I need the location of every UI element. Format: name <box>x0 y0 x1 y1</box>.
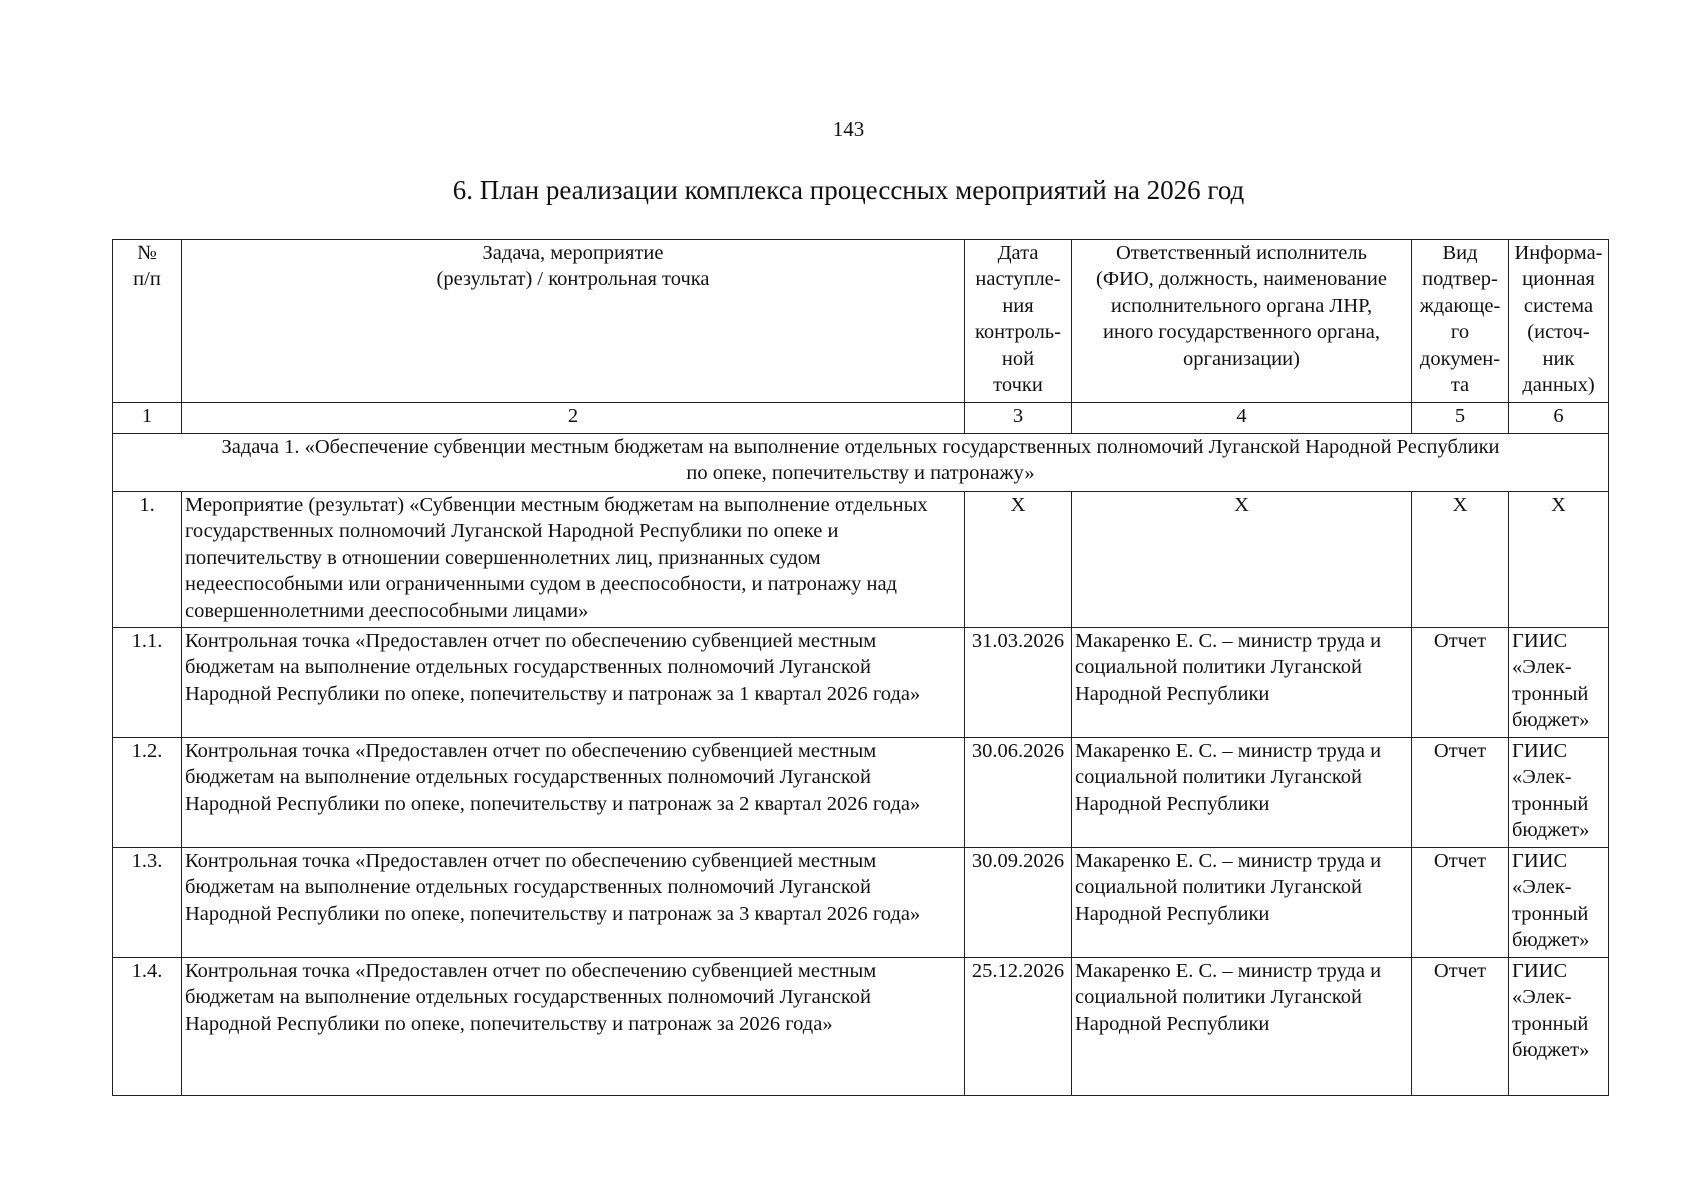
row-responsible: Макаренко Е. С. – министр труда и социальной политики Луганской Народной Республики <box>1072 848 1412 958</box>
task-row <box>113 434 1609 492</box>
header-row <box>113 240 1609 403</box>
row-info-system: ГИИС «Элек- тронный бюджет» <box>1509 848 1609 958</box>
row-number: 1. <box>113 492 182 628</box>
header-task: Задача, мероприятие (результат) / контрольная точка <box>182 240 965 403</box>
row-text: Контрольная точка «Предоставлен отчет по обеспечению субвенцией местным бюджетам на выполнение отдельных государственных полномочий Луганской Народной Республики по опеке, попечительству и патронаж за 1 квартал 2026 года» <box>182 628 965 738</box>
row-doc-type: X <box>1412 492 1509 628</box>
row-number: 1.1. <box>113 628 182 738</box>
column-number: 3 <box>965 403 1072 434</box>
header-num: № п/п <box>113 240 182 403</box>
row-number: 1.4. <box>113 958 182 1096</box>
row-doc-type: Отчет <box>1412 958 1509 1096</box>
row-date: 30.06.2026 <box>965 738 1072 848</box>
task-title: Задача 1. «Обеспечение субвенции местным бюджетам на выполнение отдельных государственных полномочий Луганской Народной Республики по опеке, попечительству и патронажу» <box>113 434 1609 492</box>
row-responsible: X <box>1072 492 1412 628</box>
row-date: 30.09.2026 <box>965 848 1072 958</box>
row-responsible: Макаренко Е. С. – министр труда и социальной политики Луганской Народной Республики <box>1072 738 1412 848</box>
row-text: Мероприятие (результат) «Субвенции местным бюджетам на выполнение отдельных государственных полномочий Луганской Народной Республики по опеке и попечительству в отношении совершеннолетних лиц, признанных судом недееспособными или ограниченными судом в дееспособности, и патронажу над совершеннолетними дееспособными лицами» <box>182 492 965 628</box>
table-row <box>113 628 1609 738</box>
row-doc-type: Отчет <box>1412 848 1509 958</box>
header-doc-type: Вид подтвер- ждающе- го докумен- та <box>1412 240 1509 403</box>
row-text: Контрольная точка «Предоставлен отчет по обеспечению субвенцией местным бюджетам на выполнение отдельных государственных полномочий Луганской Народной Республики по опеке, попечительству и патронаж за 2026 года» <box>182 958 965 1096</box>
column-number-row <box>113 403 1609 434</box>
row-date: 25.12.2026 <box>965 958 1072 1096</box>
column-number: 5 <box>1412 403 1509 434</box>
row-responsible: Макаренко Е. С. – министр труда и социальной политики Луганской Народной Республики <box>1072 958 1412 1096</box>
column-number: 6 <box>1509 403 1609 434</box>
table-row <box>113 738 1609 848</box>
header-info-system: Информа- ционная система (источ- ник данных) <box>1509 240 1609 403</box>
table-row <box>113 848 1609 958</box>
column-number: 4 <box>1072 403 1412 434</box>
header-date: Дата наступле- ния контроль- ной точки <box>965 240 1072 403</box>
row-text: Контрольная точка «Предоставлен отчет по обеспечению субвенцией местным бюджетам на выполнение отдельных государственных полномочий Луганской Народной Республики по опеке, попечительству и патронаж за 3 квартал 2026 года» <box>182 848 965 958</box>
row-info-system: ГИИС «Элек- тронный бюджет» <box>1509 738 1609 848</box>
table-row <box>113 958 1609 1096</box>
table-row <box>113 492 1609 628</box>
row-text: Контрольная точка «Предоставлен отчет по обеспечению субвенцией местным бюджетам на выполнение отдельных государственных полномочий Луганской Народной Республики по опеке, попечительству и патронаж за 2 квартал 2026 года» <box>182 738 965 848</box>
page-number: 143 <box>832 117 865 141</box>
row-number: 1.2. <box>113 738 182 848</box>
row-doc-type: Отчет <box>1412 628 1509 738</box>
row-info-system: ГИИС «Элек- тронный бюджет» <box>1509 628 1609 738</box>
row-responsible: Макаренко Е. С. – министр труда и социальной политики Луганской Народной Республики <box>1072 628 1412 738</box>
header-responsible: Ответственный исполнитель (ФИО, должность, наименование исполнительного органа ЛНР, иного государственного органа, организации) <box>1072 240 1412 403</box>
row-date: X <box>965 492 1072 628</box>
row-info-system: ГИИС «Элек- тронный бюджет» <box>1509 958 1609 1096</box>
column-number: 2 <box>182 403 965 434</box>
row-date: 31.03.2026 <box>965 628 1072 738</box>
plan-table <box>112 239 1609 1096</box>
document-title: 6. План реализации комплекса процессных мероприятий на 2026 год <box>452 175 1245 205</box>
row-doc-type: Отчет <box>1412 738 1509 848</box>
row-info-system: X <box>1509 492 1609 628</box>
row-number: 1.3. <box>113 848 182 958</box>
column-number: 1 <box>113 403 182 434</box>
